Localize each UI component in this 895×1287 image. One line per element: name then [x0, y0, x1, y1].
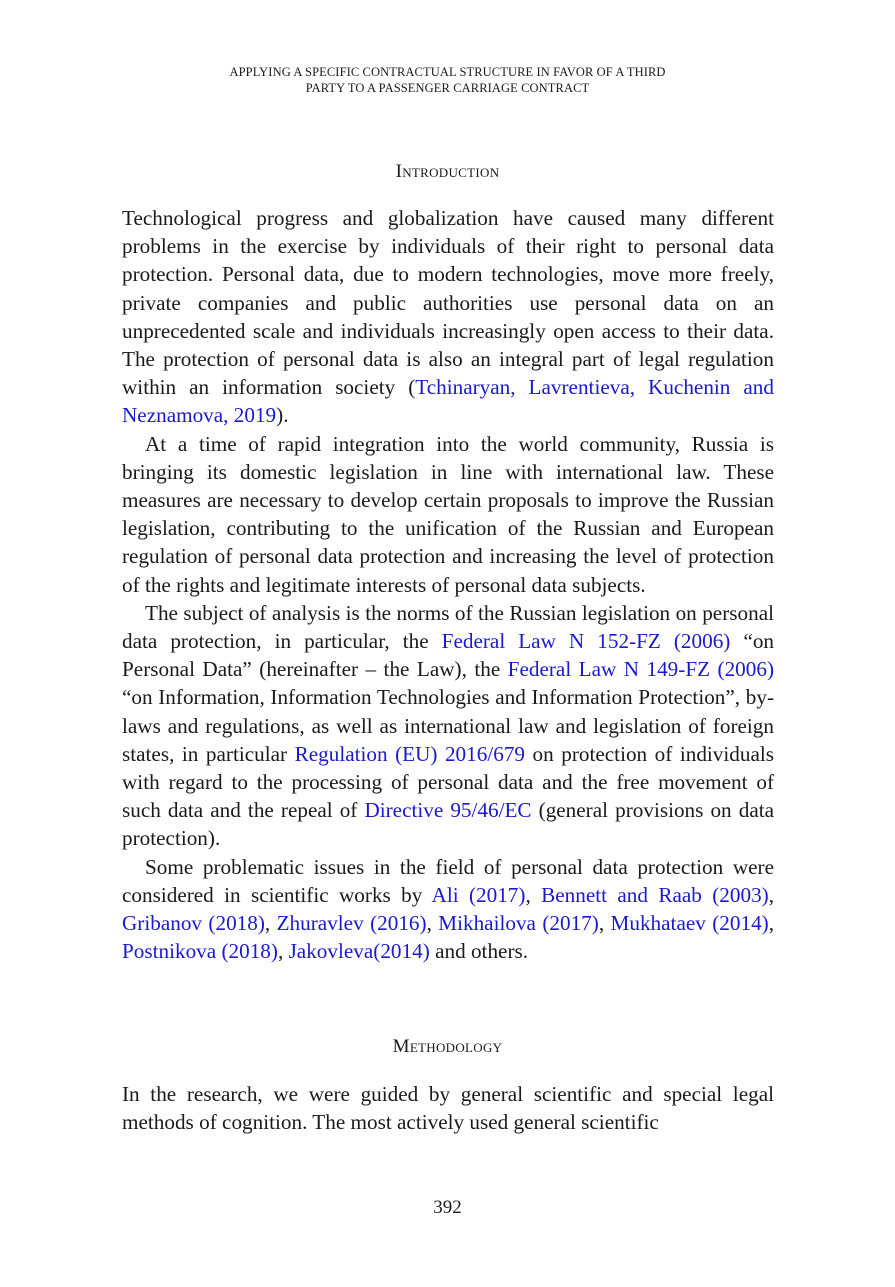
- separator: ,: [426, 911, 439, 936]
- paragraph-text: The subject of analysis is the norms of the Russian legislation on personal data protection, in particular, the: [122, 600, 774, 654]
- separator: ,: [264, 911, 277, 936]
- paragraph-text: and others.: [429, 939, 529, 964]
- citation-link-mikhailova-2017[interactable]: Mikhailova (2017): [438, 911, 599, 936]
- citation-link-zhuravlev-2016[interactable]: Zhuravlev (2016): [276, 911, 427, 936]
- citation-link-federal-law-152[interactable]: Federal Law N 152-FZ (2006): [441, 629, 731, 654]
- citation-link-tchinaryan-2019[interactable]: Tchinaryan, Lavrentieva, Kuchenin and Neznamova, 2019: [122, 375, 774, 428]
- citation-link-regulation-eu-2016-679[interactable]: Regulation (EU) 2016/679: [294, 741, 526, 766]
- separator: ,: [768, 911, 775, 936]
- running-head: [0, 64, 895, 96]
- running-head-line-2: PARTY TO A PASSENGER CARRIAGE CONTRACT: [305, 81, 590, 95]
- separator: ,: [277, 939, 289, 964]
- separator: ,: [598, 911, 611, 936]
- paragraph-text: (general provisions on data protection).: [122, 798, 775, 851]
- introduction-paragraph-3: [122, 599, 774, 853]
- citation-link-bennett-raab-2003[interactable]: Bennett and Raab (2003): [541, 882, 769, 907]
- citation-link-ali-2017[interactable]: Ali (2017): [431, 882, 526, 907]
- paragraph-text: Technological progress and globalization have caused many different problems in the exercise by individuals of their right to personal data protection. Personal data, due to modern technologies, move more freely, private companies and public authorities use personal data on an unprecedented scale and individuals increasingly open access to their data. The protection of personal data is also an integral part of legal regulation within an information society (: [122, 206, 774, 400]
- methodology-section: [122, 1080, 774, 1136]
- running-head-line-1: APPLYING A SPECIFIC CONTRACTUAL STRUCTURE IN FAVOR OF A THIRD: [229, 65, 666, 79]
- methodology-paragraph-1: In the research, we were guided by general scientific and special legal methods of cognition. The most actively used general scientific: [122, 1082, 774, 1135]
- paragraph-text: ).: [276, 403, 289, 428]
- introduction-paragraph-4: [122, 853, 774, 966]
- introduction-heading: Introduction: [395, 161, 500, 182]
- page-number: 392: [433, 1197, 462, 1218]
- paragraph-text: Some problematic issues in the field of personal data protection were considered in scientific works by: [122, 854, 774, 907]
- methodology-heading: Methodology: [392, 1036, 503, 1057]
- citation-link-gribanov-2018[interactable]: Gribanov (2018): [122, 911, 265, 936]
- introduction-paragraph-1: [122, 204, 774, 430]
- separator: ,: [525, 882, 542, 907]
- citation-link-directive-95-46-ec[interactable]: Directive 95/46/EC: [364, 798, 532, 823]
- paragraph-text: on protection of individuals with regard to the processing of personal data and the free movement of such data and the repeal of: [122, 741, 774, 823]
- paragraph-text: “on Personal Data” (hereinafter – the Law), the: [122, 629, 775, 682]
- introduction-section: [122, 204, 774, 965]
- separator: ,: [768, 882, 775, 907]
- introduction-paragraph-2: At a time of rapid integration into the world community, Russia is bringing its domestic legislation in line with international law. These measures are necessary to develop certain proposals to improve the Russian legislation, contributing to the unification of the Russian and European regulation of personal data protection and increasing the level of protection of the rights and legitimate interests of personal data subjects.: [122, 431, 774, 597]
- citation-link-federal-law-149[interactable]: Federal Law N 149-FZ (2006): [507, 657, 774, 682]
- citation-link-postnikova-2018[interactable]: Postnikova (2018): [122, 939, 278, 964]
- paragraph-text: “on Information, Information Technologies and Information Protection”, by-laws and regulations, as well as international law and legislation of foreign states, in particular: [122, 685, 774, 766]
- citation-link-mukhataev-2014[interactable]: Mukhataev (2014): [610, 911, 769, 936]
- citation-link-jakovleva-2014[interactable]: Jakovleva(2014): [288, 939, 430, 964]
